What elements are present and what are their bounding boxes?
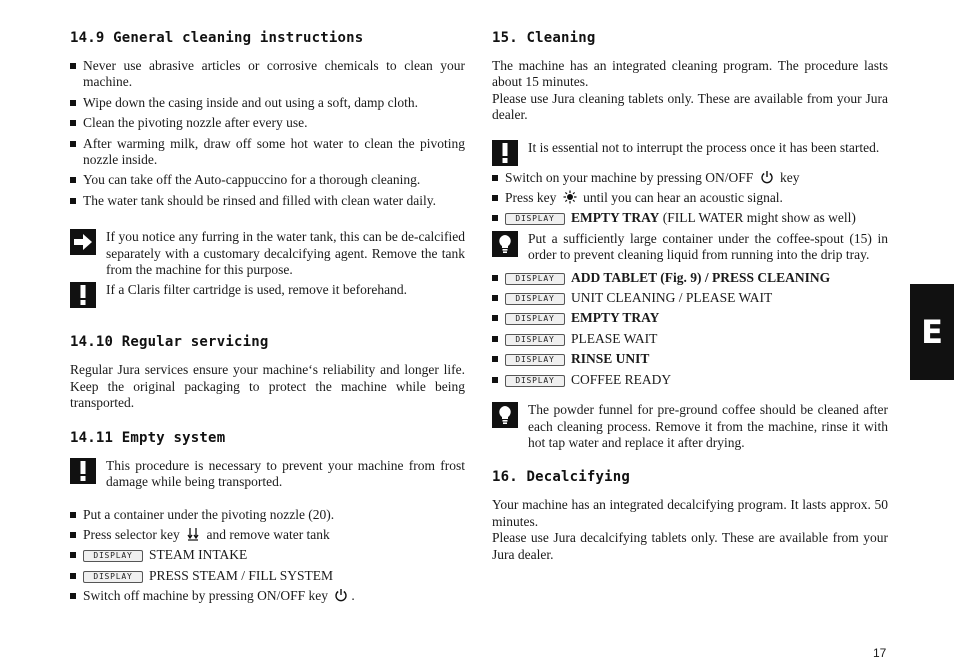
list-item <box>70 547 465 563</box>
display-message-note: (FILL WATER might show as well) <box>659 210 856 226</box>
list-item <box>492 170 888 186</box>
lightbulb-icon <box>492 231 518 257</box>
exclamation-icon <box>70 458 96 484</box>
list-item: Put a container under the pivoting nozzle (20). <box>70 507 465 523</box>
display-icon: DISPLAY <box>505 293 565 305</box>
warning-note <box>70 458 465 491</box>
exclamation-icon <box>70 282 96 308</box>
list-item <box>70 588 465 604</box>
list-item: Clean the pivoting nozzle after every use. <box>70 115 465 131</box>
section-heading-cleaning: 15. Cleaning <box>492 30 596 46</box>
step-text: until you can hear an acoustic signal. <box>583 190 783 206</box>
step-text: Switch off machine by pressing ON/OFF key <box>83 588 328 604</box>
right-column <box>492 30 888 563</box>
cleaning-steps <box>492 170 888 227</box>
list-item: After warming milk, draw off some hot water to clean the pivoting nozzle inside. <box>70 136 465 169</box>
arrow-note-text: If you notice any furring in the water tank, this can be de-calcified separately with a customary decalcifying agent. Remove the tank from the machine for this purpose. <box>106 229 465 278</box>
list-item <box>492 331 888 347</box>
list-item <box>70 527 465 543</box>
display-icon: DISPLAY <box>83 550 143 562</box>
display-icon: DISPLAY <box>83 571 143 583</box>
display-message: PLEASE WAIT <box>571 330 658 346</box>
cleaning-intro: The machine has an integrated cleaning program. The procedure lasts about 15 minutes. <box>492 58 888 90</box>
display-message: RINSE UNIT <box>571 351 650 367</box>
list-item <box>492 190 888 206</box>
display-message: STEAM INTAKE <box>149 547 248 563</box>
page-number: 17 <box>873 646 887 660</box>
tip-note-text: Put a sufficiently large container under the coffee-spout (15) in order to prevent cleaning liquid from running into the drip tray. <box>528 230 888 263</box>
list-item: The water tank should be rinsed and filled with clean water daily. <box>70 193 465 209</box>
warning-note <box>492 140 888 166</box>
step-text: Press key <box>505 190 557 206</box>
step-text: key <box>779 169 800 185</box>
arrow-note <box>70 229 465 278</box>
warning-note-text: If a Claris filter cartridge is used, remove it beforehand. <box>106 282 408 298</box>
list-item: You can take off the Auto-cappuccino for a thorough cleaning. <box>70 172 465 188</box>
decalc-intro: Please use Jura decalcifying tablets only. These are available from your Jura dealer. <box>492 530 888 562</box>
list-item <box>492 210 888 226</box>
list-item <box>492 351 888 367</box>
maintenance-key-icon <box>563 190 577 204</box>
display-message: PRESS STEAM / FILL SYSTEM <box>149 567 334 583</box>
step-text: Switch on your machine by pressing ON/OFF <box>505 169 754 185</box>
display-icon: DISPLAY <box>505 273 565 285</box>
general-cleaning-list <box>70 58 465 209</box>
list-item <box>492 310 888 326</box>
display-icon: DISPLAY <box>505 313 565 325</box>
step-text: . <box>351 588 355 604</box>
list-item <box>70 568 465 584</box>
display-message: UNIT CLEANING / PLEASE WAIT <box>571 290 773 306</box>
step-text: Press selector key <box>83 526 180 542</box>
display-icon: DISPLAY <box>505 334 565 346</box>
list-item <box>492 270 888 286</box>
display-message: EMPTY TRAY <box>571 210 660 226</box>
warning-note <box>70 282 465 308</box>
decalc-intro: Your machine has an integrated decalcifying program. It lasts approx. 50 minutes. <box>492 497 888 529</box>
display-message: COFFEE READY <box>571 371 672 387</box>
section-heading-regular-servicing: 14.10 Regular servicing <box>70 334 269 351</box>
display-icon: DISPLAY <box>505 375 565 387</box>
exclamation-icon <box>492 140 518 166</box>
display-icon: DISPLAY <box>505 213 565 225</box>
list-item <box>492 290 888 306</box>
cleaning-intro: Please use Jura cleaning tablets only. These are available from your Jura dealer. <box>492 90 888 123</box>
power-icon <box>760 170 774 184</box>
warning-note-text: This procedure is necessary to prevent your machine from frost damage while being transported. <box>106 457 465 490</box>
list-item: Wipe down the casing inside and out using a soft, damp cloth. <box>70 95 465 111</box>
lightbulb-icon <box>492 402 518 428</box>
servicing-paragraph: Regular Jura services ensure your machine‘s reliability and longer life. Keep the original packaging to protect the machine while being transported. <box>70 362 465 411</box>
left-column <box>70 30 465 609</box>
display-message: ADD TABLET (Fig. 9) / PRESS CLEANING <box>571 269 831 285</box>
section-heading-empty-system: 14.11 Empty system <box>70 429 226 446</box>
tip-note <box>492 402 888 451</box>
tip-note <box>492 231 888 264</box>
empty-system-steps <box>70 507 465 605</box>
display-message: EMPTY TRAY <box>571 310 660 326</box>
section-heading-decalcifying: 16. Decalcifying <box>492 469 631 486</box>
tip-note-text: The powder funnel for pre-ground coffee should be cleaned after each cleaning process. Remove it from the machine, rinse it with hot tap water and replace it after drying. <box>528 402 888 450</box>
power-icon <box>334 588 348 602</box>
step-text: and remove water tank <box>206 526 330 542</box>
section-heading-general-cleaning: 14.9 General cleaning instructions <box>70 30 364 46</box>
selector-key-icon <box>186 527 200 541</box>
display-icon: DISPLAY <box>505 354 565 366</box>
warning-note-text: It is essential not to interrupt the process once it has been started. <box>528 139 880 155</box>
list-item: Never use abrasive articles or corrosive chemicals to clean your machine. <box>70 58 465 91</box>
list-item <box>492 372 888 388</box>
arrow-right-icon <box>70 229 96 255</box>
language-tab: E <box>910 284 954 380</box>
display-sequence <box>492 270 888 388</box>
